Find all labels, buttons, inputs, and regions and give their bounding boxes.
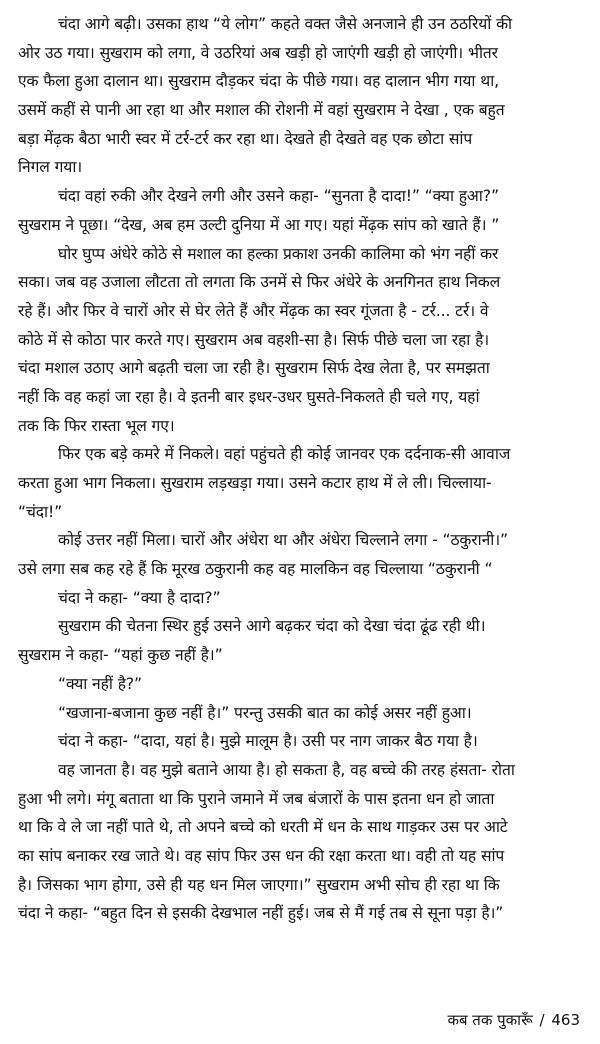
text-line: ओर उठ गया। सुखराम को लगा, वे उठरियां अब खड़ी हो जाएंगी खड़ी हो जाएंगी। भीतर xyxy=(18,43,498,62)
text-line: रहे हैं। और फिर वे चारों ओर से घेर लेते हैं और मेंढ़क का स्वर गूंजता है - टर्र... टर्र। वे xyxy=(18,301,489,320)
text-line: उसे लगा सब कह रहे हैं कि मूरख ठकुरानी कह वह मालकिन वह चिल्लाया “ठकुरानी “ xyxy=(18,560,493,579)
text-line: चंदा वहां रुकी और देखने लगी और उसने कहा- “सुनता है दादा!” “क्या हुआ?” xyxy=(58,187,499,206)
text-line: चंदा ने कहा- “क्या है दादा?” xyxy=(58,588,221,607)
text-line: “खजाना-बजाना कुछ नहीं है।” परन्तु उसकी बात का कोई असर नहीं हुआ। xyxy=(58,703,472,722)
text-line: फिर एक बड़े कमरे में निकले। वहां पहुंचते ही कोई जानवर एक दर्दनाक-सी आवाज xyxy=(58,445,511,464)
text-line: निगल गया। xyxy=(18,158,83,177)
text-line: चंदा ने कहा- “बहुत दिन से इसकी देखभाल नहीं हुई। जब से मैं गई तब से सूना पड़ा है।” xyxy=(18,904,504,923)
text-line: हुआ भी लगे। मंगू बताता था कि पुराने जमाने में जब बंजारों के पास इतना धन हो जाता xyxy=(18,789,495,808)
text-line: वह जानता है। वह मुझे बताने आया है। हो सकता है, वह बच्चे की तरह हंसता- रोता xyxy=(58,760,515,779)
text-line: कोई उत्तर नहीं मिला। चारों और अंधेरा था और अंधेरा चिल्लाने लगा - “ठकुरानी।” xyxy=(58,531,508,550)
text-line: का सांप बनाकर रख जाते थे। वह सांप फिर उस धन की रक्षा करता था। वही तो यह सांप xyxy=(18,846,505,865)
text-line: घोर घुप्प अंधेरे कोठे से मशाल का हल्का प्रकाश उनकी कालिमा को भंग नहीं कर xyxy=(58,244,499,263)
text-line: चंदा ने कहा- “दादा, यहां है। मुझे मालूम है। उसी पर नाग जाकर बैठ गया है। xyxy=(58,732,478,751)
footer-separator: / xyxy=(539,1011,545,1029)
text-line: सुखराम की चेतना स्थिर हुई उसने आगे बढ़कर चंदा को देखा चंदा ढूंढ रही थी। xyxy=(58,617,486,636)
page-number: 463 xyxy=(551,1011,580,1029)
text-line: चंदा मशाल उठाए आगे बढ़ती चला जा रही है। सुखराम सिर्फ देख लेता है, पर समझता xyxy=(18,359,490,378)
text-line: सुखराम ने कहा- “यहां कुछ नहीं है।” xyxy=(18,646,223,665)
text-line: है। जिसका भाग होगा, उसे ही यह धन मिल जाएगा।” सुखराम अभी सोच ही रहा था कि xyxy=(18,875,500,894)
text-line: बड़ा मेंढ़क बैठा भारी स्वर में टर्र-टर्र कर रहा था। देखते ही देखते वह एक छोटा सांप xyxy=(18,129,473,148)
page-footer xyxy=(447,1010,580,1030)
text-line: “क्या नहीं है?” xyxy=(58,674,143,693)
text-line: कोठे में से कोठा पार करते गए। सुखराम अब वहशी-सा है। सिर्फ पीछे चला जा रहा है। xyxy=(18,330,490,349)
text-line: था कि वे ले जा नहीं पाते थे, तो अपने बच्चे को धरती में धन के साथ गाड़कर उस पर आटे xyxy=(18,818,508,837)
text-line: करता हुआ भाग निकला। सुखराम लड़खड़ा गया। उसने कटार हाथ में ले ली। चिल्लाया- xyxy=(18,474,492,492)
text-line: तक कि फिर रास्ता भूल गए। xyxy=(18,416,175,435)
text-line: उसमें कहीं से पानी आ रहा था और मशाल की रोशनी में वहां सुखराम ने देखा , एक बहुत xyxy=(18,101,505,120)
body-text xyxy=(18,10,586,928)
book-title: कब तक पुकारूँ xyxy=(447,1011,533,1029)
text-line: सुखराम ने पूछा। “देख, अब हम उल्टी दुनिया में आ गए। यहां मेंढ़क सांप को खाते हैं। ” xyxy=(18,215,500,234)
text-line: चंदा आगे बढ़ी। उसका हाथ “ये लोग” कहते वक्त जैसे अनजाने ही उन ठठरियों की xyxy=(58,15,513,33)
text-line: नहीं कि वह कहां जा रहा है। वे इतनी बार इधर-उधर घुसते-निकलते ही चले गए, यहां xyxy=(18,387,480,406)
text-line: सका। जब वह उजाला लौटता तो लगता कि उनमें से फिर अंधेरे के अनगिनत हाथ निकल xyxy=(18,273,501,292)
text-line: “चंदा!” xyxy=(18,502,63,521)
text-line: एक फैला हुआ दालान था। सुखराम दौड़कर चंदा के पीछे गया। वह दालान भीग गया था, xyxy=(18,72,499,91)
